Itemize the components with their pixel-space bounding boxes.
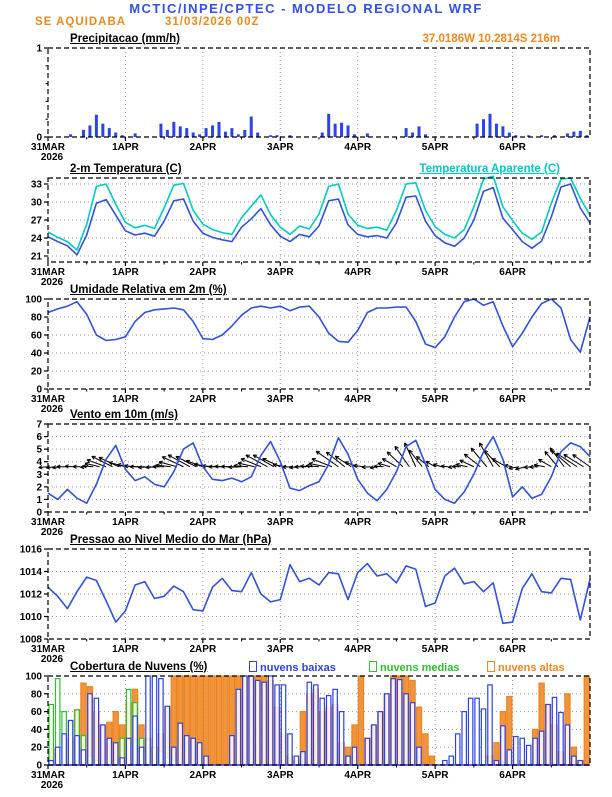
apparent-temperature-legend: Temperatura Aparente (C) (352, 163, 560, 175)
svg-text:2APR: 2APR (190, 644, 217, 655)
svg-text:31MAR: 31MAR (31, 644, 66, 655)
svg-text:5: 5 (36, 445, 42, 456)
wind-barbs (39, 443, 590, 470)
pressure-panel-title: Pressao ao Nivel Medio do Mar (hPa) (70, 534, 271, 546)
panel-vento (31, 420, 590, 539)
svg-text:2APR: 2APR (190, 142, 217, 153)
legend-label-baixas: nuvens baixas (260, 662, 336, 674)
svg-text:2026: 2026 (41, 780, 64, 791)
svg-text:100: 100 (25, 672, 42, 683)
svg-text:2026: 2026 (41, 527, 64, 538)
svg-text:2: 2 (36, 482, 42, 493)
svg-text:4APR: 4APR (344, 267, 371, 278)
svg-text:100: 100 (25, 295, 42, 306)
svg-text:1APR: 1APR (112, 644, 139, 655)
svg-text:2APR: 2APR (190, 267, 217, 278)
page-title: MCTIC/INPE/CPTEC - MODELO REGIONAL WRF (0, 1, 612, 16)
svg-text:33: 33 (31, 180, 43, 191)
cloud-panel-title: Cobertura de Nuvens (%) (70, 661, 207, 673)
svg-text:1: 1 (36, 44, 42, 55)
svg-text:80: 80 (31, 689, 43, 700)
svg-text:3APR: 3APR (267, 142, 294, 153)
svg-text:2APR: 2APR (190, 517, 217, 528)
svg-text:31MAR: 31MAR (31, 770, 66, 781)
legend-nuvens-baixas (249, 661, 336, 674)
svg-text:5APR: 5APR (422, 267, 449, 278)
svg-text:6APR: 6APR (499, 267, 526, 278)
svg-text:1APR: 1APR (112, 267, 139, 278)
svg-text:4APR: 4APR (344, 644, 371, 655)
svg-text:24: 24 (31, 234, 43, 245)
panel-pressao (20, 545, 590, 666)
series-Umidade-Relativa-em-2m---- (48, 299, 590, 352)
legend-swatch-medias-icon (369, 661, 377, 672)
svg-text:31MAR: 31MAR (31, 394, 66, 405)
series-wind-speed (48, 437, 590, 504)
series-Pressao-ao-Nivel-Medio-do-Mar--hPa- (48, 564, 590, 624)
panel-umidade (25, 295, 590, 416)
model-run-label: 31/03/2026 00Z (165, 16, 260, 28)
svg-text:1APR: 1APR (112, 394, 139, 405)
svg-text:1APR: 1APR (112, 770, 139, 781)
svg-text:4APR: 4APR (344, 517, 371, 528)
svg-text:3APR: 3APR (267, 394, 294, 405)
svg-text:3APR: 3APR (267, 644, 294, 655)
humidity-panel-title: Umidade Relativa em 2m (%) (70, 284, 227, 296)
legend-swatch-altas-icon (487, 661, 495, 672)
svg-text:4APR: 4APR (344, 394, 371, 405)
svg-text:6APR: 6APR (499, 770, 526, 781)
svg-text:1APR: 1APR (112, 517, 139, 528)
legend-nuvens-altas (487, 661, 565, 674)
svg-text:40: 40 (31, 725, 43, 736)
series-2-m-Temperatura--C- (48, 184, 590, 255)
svg-text:31MAR: 31MAR (31, 267, 66, 278)
svg-text:6APR: 6APR (499, 644, 526, 655)
panel-temperatura (31, 176, 590, 288)
svg-text:2026: 2026 (41, 654, 64, 665)
series-precipitacao (69, 114, 588, 137)
svg-text:1014: 1014 (20, 567, 43, 578)
svg-text:7: 7 (36, 420, 42, 431)
svg-text:1016: 1016 (20, 545, 43, 556)
svg-text:2026: 2026 (41, 152, 64, 163)
station-label: SE AQUIDABA (35, 16, 126, 28)
legend-swatch-baixas-icon (249, 661, 257, 672)
svg-text:80: 80 (31, 313, 43, 324)
svg-text:6: 6 (36, 432, 42, 443)
wind-panel-title: Vento em 10m (m/s) (70, 409, 178, 421)
svg-text:0: 0 (36, 133, 42, 144)
svg-text:1008: 1008 (20, 635, 43, 646)
svg-text:20: 20 (31, 367, 43, 378)
legend-label-medias: nuvens medias (380, 662, 459, 674)
svg-text:4: 4 (36, 457, 42, 468)
svg-text:2APR: 2APR (190, 394, 217, 405)
series-Temperatura-Aparente--C- (48, 176, 590, 250)
svg-text:30: 30 (31, 198, 43, 209)
svg-text:5APR: 5APR (422, 142, 449, 153)
svg-text:2026: 2026 (41, 404, 64, 415)
panel-nuvens (25, 672, 590, 792)
svg-text:20: 20 (31, 743, 43, 754)
svg-text:6APR: 6APR (499, 517, 526, 528)
svg-text:2APR: 2APR (190, 770, 217, 781)
svg-text:4APR: 4APR (344, 770, 371, 781)
location-label: 37.0186W 10.2814S 216m (330, 33, 560, 45)
svg-text:3: 3 (36, 470, 42, 481)
svg-text:5APR: 5APR (422, 394, 449, 405)
svg-text:3APR: 3APR (267, 267, 294, 278)
svg-text:1: 1 (36, 495, 42, 506)
svg-text:3APR: 3APR (267, 770, 294, 781)
svg-text:31MAR: 31MAR (31, 517, 66, 528)
legend-nuvens-medias (369, 661, 459, 674)
svg-text:27: 27 (31, 216, 43, 227)
svg-text:1010: 1010 (20, 612, 43, 623)
legend-label-altas: nuvens altas (498, 662, 565, 674)
svg-text:0: 0 (36, 385, 42, 396)
svg-text:60: 60 (31, 331, 43, 342)
svg-text:0: 0 (36, 508, 42, 519)
svg-text:31MAR: 31MAR (31, 142, 66, 153)
svg-text:6APR: 6APR (499, 394, 526, 405)
svg-text:1012: 1012 (20, 590, 43, 601)
svg-text:1APR: 1APR (112, 142, 139, 153)
svg-text:40: 40 (31, 349, 43, 360)
svg-text:6APR: 6APR (499, 142, 526, 153)
svg-text:5APR: 5APR (422, 517, 449, 528)
panel-precipitacao (31, 44, 590, 164)
precip-panel-title: Precipitacao (mm/h) (70, 33, 180, 45)
svg-text:5APR: 5APR (422, 770, 449, 781)
temperature-panel-title: 2-m Temperatura (C) (70, 163, 182, 175)
svg-text:4APR: 4APR (344, 142, 371, 153)
svg-text:60: 60 (31, 707, 43, 718)
svg-text:2026: 2026 (41, 277, 64, 288)
svg-text:3APR: 3APR (267, 517, 294, 528)
svg-text:5APR: 5APR (422, 644, 449, 655)
svg-text:0: 0 (36, 761, 42, 772)
svg-text:21: 21 (31, 252, 43, 263)
